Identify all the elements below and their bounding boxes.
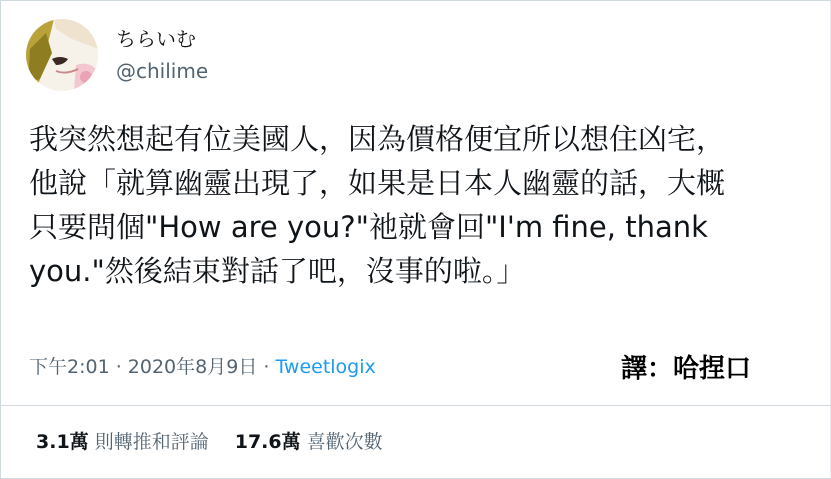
- retweets-label: 則轉推和評論: [94, 431, 209, 453]
- display-name[interactable]: ちらいむ: [116, 27, 196, 51]
- tweet-text-line: you."然後結束對話了吧，沒事的啦。」: [29, 254, 526, 288]
- avatar[interactable]: [26, 19, 98, 91]
- user-handle[interactable]: @chilime: [116, 59, 209, 83]
- translator-note: 譯：哈捏口: [621, 354, 752, 384]
- avatar-image: [26, 19, 98, 91]
- meta-separator: ·: [257, 356, 276, 378]
- retweets-stat[interactable]: [36, 431, 209, 453]
- likes-label: 喜歡次數: [306, 431, 383, 453]
- tweet-text-line: 只要問個"How are you?"祂就會回"I'm fine, thank: [29, 210, 708, 244]
- tweet-meta: [29, 354, 376, 380]
- divider: [1, 405, 831, 406]
- tweet-stats: [36, 429, 383, 455]
- tweet-time[interactable]: 下午2:01: [29, 356, 110, 378]
- likes-count: 17.6萬: [234, 431, 301, 453]
- tweet-text-line: 他說「就算幽靈出現了，如果是日本人幽靈的話，大概: [29, 166, 726, 200]
- tweet-text: [29, 117, 819, 293]
- likes-stat[interactable]: [235, 431, 383, 453]
- retweets-count: 3.1萬: [36, 431, 89, 453]
- tweet-text-line: 我突然想起有位美國人，因為價格便宜所以想住凶宅，: [29, 122, 726, 156]
- meta-separator: ·: [109, 356, 128, 378]
- tweet-date[interactable]: 2020年8月9日: [127, 356, 258, 378]
- tweet-source-link[interactable]: Tweetlogix: [275, 356, 376, 378]
